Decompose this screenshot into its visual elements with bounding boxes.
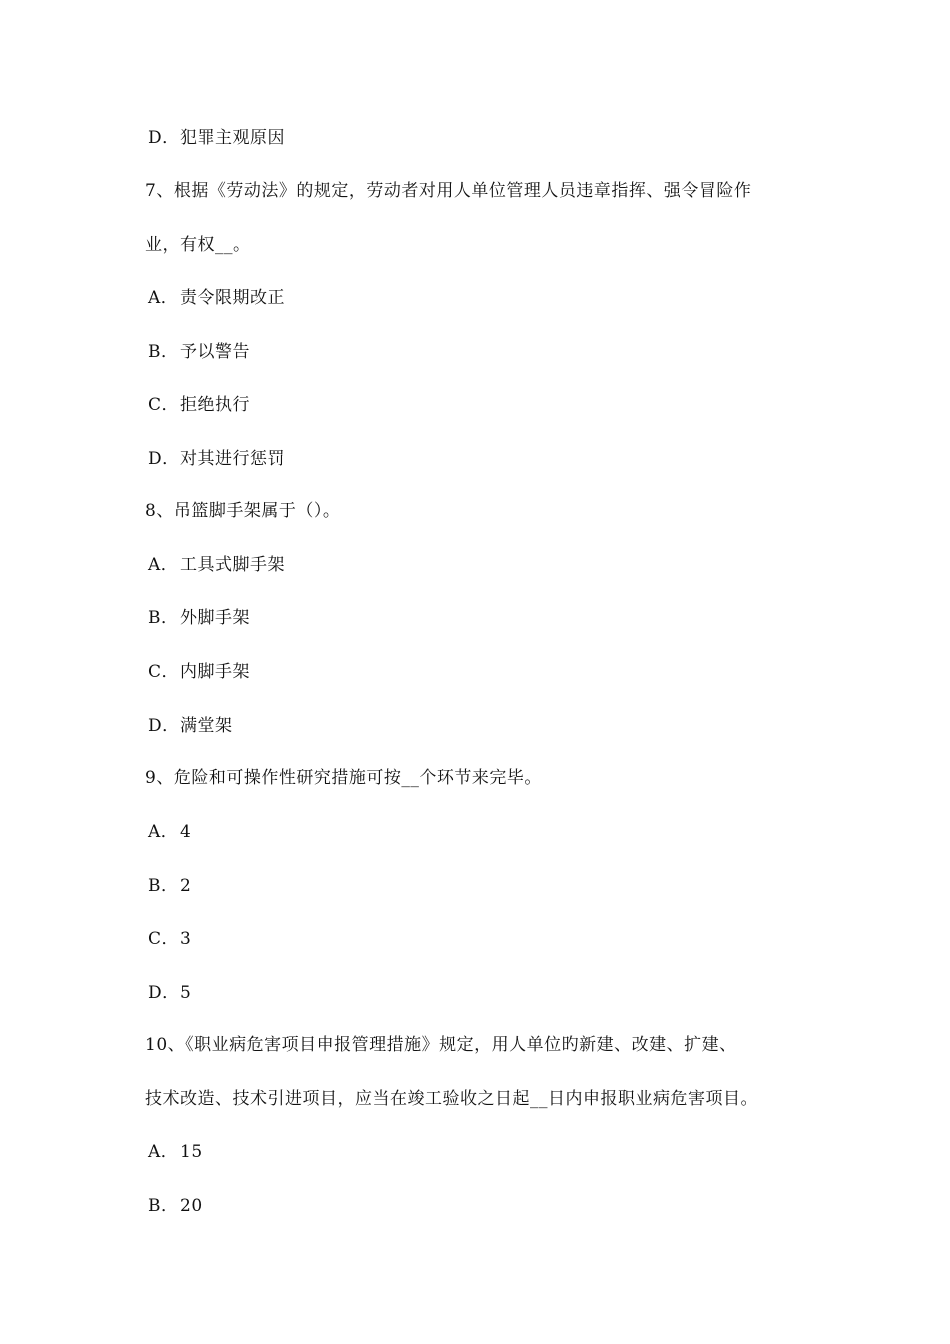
- option-line: [148, 983, 191, 1003]
- option-line: [148, 716, 233, 736]
- option-letter: D．: [148, 449, 180, 469]
- question-line: 8、吊篮脚手架属于（）。: [145, 501, 341, 521]
- option-letter: D．: [148, 128, 180, 148]
- question-line: 7、根据《劳动法》的规定，劳动者对用人单位管理人员违章指挥、强令冒险作: [145, 181, 752, 201]
- option-line: [148, 1142, 203, 1162]
- option-text: 2: [180, 876, 192, 896]
- option-line: [148, 929, 191, 949]
- option-letter: B．: [148, 342, 179, 362]
- option-line: [148, 555, 285, 575]
- option-text: 15: [180, 1142, 203, 1162]
- option-line: [148, 288, 285, 308]
- question-continuation: 技术改造、技术引进项目，应当在竣工验收之日起__日内申报职业病危害项目。: [145, 1089, 758, 1109]
- option-line: [148, 342, 250, 362]
- option-text: 外脚手架: [180, 608, 250, 628]
- option-letter: B．: [148, 1196, 179, 1216]
- option-text: 予以警告: [180, 342, 250, 362]
- option-letter: A．: [148, 288, 179, 308]
- option-letter: B．: [148, 608, 179, 628]
- option-text: 3: [180, 929, 192, 949]
- option-text: 犯罪主观原因: [180, 128, 285, 148]
- option-letter: C．: [148, 395, 180, 415]
- option-text: 工具式脚手架: [180, 555, 285, 575]
- option-text: 满堂架: [180, 716, 233, 736]
- option-text: 5: [180, 983, 192, 1003]
- option-letter: D．: [148, 983, 180, 1003]
- option-line: [148, 128, 285, 148]
- option-letter: B．: [148, 876, 179, 896]
- option-text: 拒绝执行: [180, 395, 250, 415]
- option-line: [148, 395, 250, 415]
- option-letter: C．: [148, 662, 180, 682]
- option-letter: A．: [148, 1142, 179, 1162]
- option-line: [148, 876, 191, 896]
- option-letter: A．: [148, 555, 179, 575]
- question-continuation: 业，有权__。: [145, 235, 251, 255]
- option-line: [148, 449, 285, 469]
- option-text: 20: [180, 1196, 203, 1216]
- option-letter: D．: [148, 716, 180, 736]
- option-line: [148, 662, 250, 682]
- option-text: 内脚手架: [180, 662, 250, 682]
- option-letter: C．: [148, 929, 180, 949]
- question-line: 10、《职业病危害项目申报管理措施》规定，用人单位旳新建、改建、扩建、: [145, 1035, 737, 1055]
- option-text: 对其进行惩罚: [180, 449, 285, 469]
- option-line: [148, 1196, 203, 1216]
- option-line: [148, 608, 250, 628]
- option-text: 责令限期改正: [180, 288, 285, 308]
- option-line: [148, 822, 191, 842]
- question-line: 9、危险和可操作性研究措施可按__个环节来完毕。: [145, 768, 542, 788]
- option-letter: A．: [148, 822, 179, 842]
- option-text: 4: [180, 822, 192, 842]
